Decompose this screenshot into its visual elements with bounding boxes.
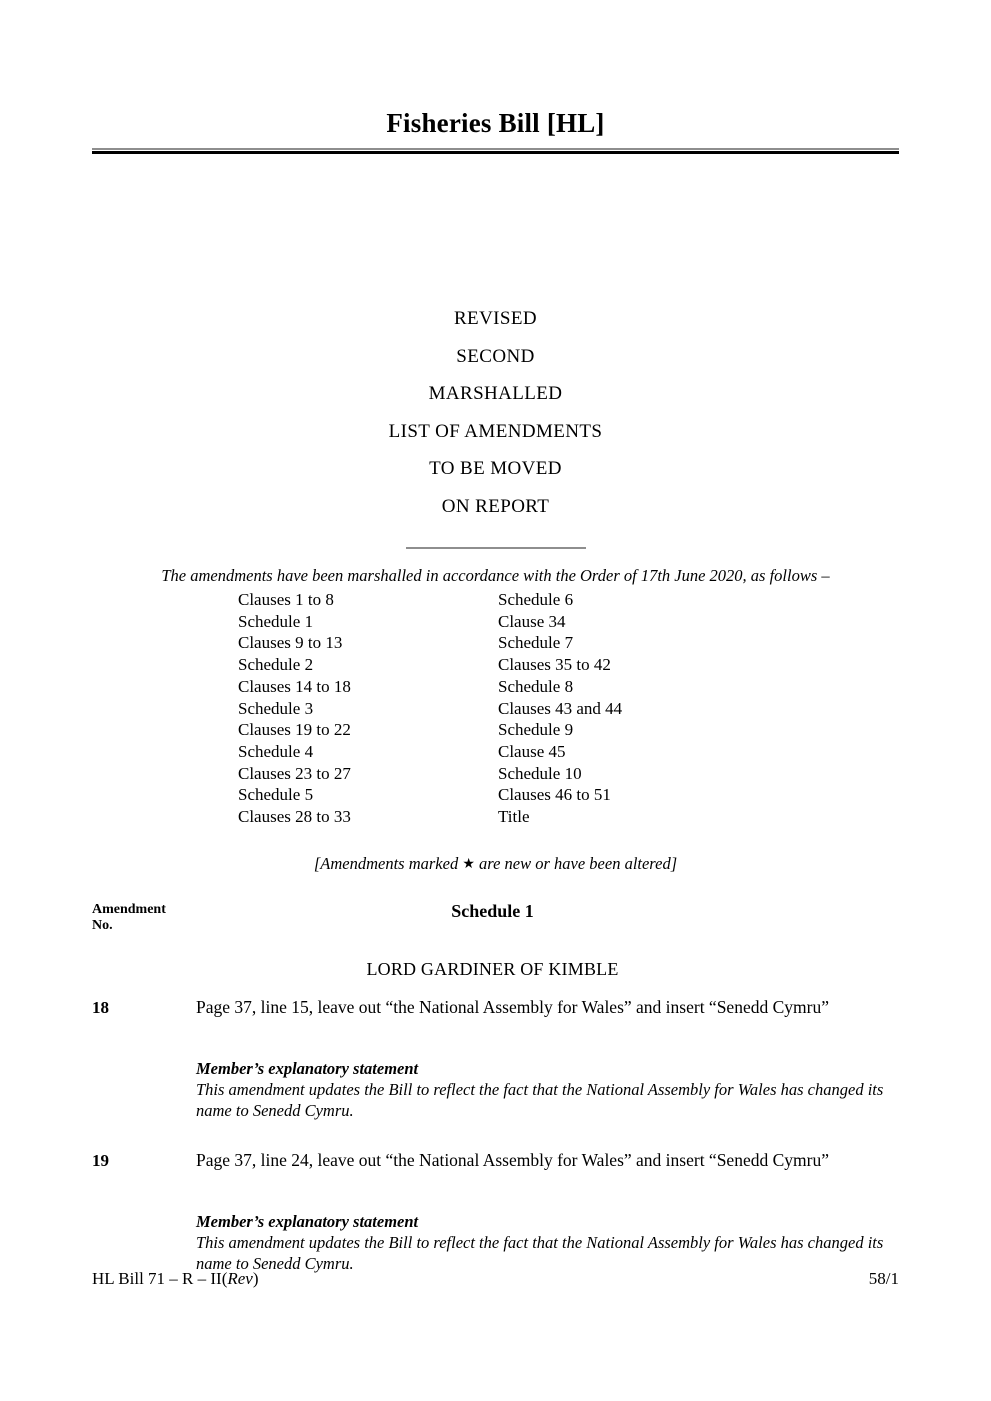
contents-entry: Schedule 5 xyxy=(238,785,314,805)
amendment-no-label-line1: Amendment xyxy=(92,901,166,917)
amendment-number: 18 xyxy=(92,997,109,1017)
contents-column-left xyxy=(238,589,498,828)
contents-entry: Clause 34 xyxy=(498,611,566,631)
star-note-before: [Amendments marked xyxy=(313,853,463,873)
schedule-heading: Schedule 1 xyxy=(451,900,534,921)
bill-reference-main: HL Bill 71 – R – II( xyxy=(92,1269,228,1288)
explanatory-statement-title: Member’s explanatory statement xyxy=(196,1058,419,1078)
section-header xyxy=(92,900,899,944)
contents-entry: Schedule 8 xyxy=(498,676,574,696)
explanatory-statement-text: This amendment updates the Bill to reflect the fact that the National Assembly for Wales has changed its name to Senedd Cymru. xyxy=(196,1232,884,1273)
amendment-entry xyxy=(92,1149,899,1189)
contents-entry: Schedule 9 xyxy=(498,720,574,740)
contents-entry: Clauses 19 to 22 xyxy=(238,720,351,740)
contents-entry: Clauses 43 and 44 xyxy=(498,698,623,718)
amendment-no-column-label xyxy=(92,902,202,934)
explanatory-statement xyxy=(196,1211,899,1274)
bill-reference-rev: Rev xyxy=(227,1269,253,1288)
contents-entry: Clauses 28 to 33 xyxy=(238,807,351,827)
contents-entry: Clauses 46 to 51 xyxy=(498,785,611,805)
contents-entry: Clause 45 xyxy=(498,741,566,761)
sponsor-name: LORD GARDINER OF KIMBLE xyxy=(366,958,619,979)
explanatory-statement-text: This amendment updates the Bill to reflect the fact that the National Assembly for Wales has changed its name to Senedd Cymru. xyxy=(196,1079,884,1120)
contents-entry: Schedule 4 xyxy=(238,741,314,761)
rule-thick-line xyxy=(92,151,899,154)
amendment-no-label-line2: No. xyxy=(92,917,113,933)
heading-line-on-report: ON REPORT xyxy=(441,495,550,517)
star-icon: ★ xyxy=(462,856,475,872)
heading-line-list-of-amendments: LIST OF AMENDMENTS xyxy=(388,420,603,442)
contents-list xyxy=(92,589,899,828)
star-legend-note xyxy=(92,854,899,874)
heading-separator-rule xyxy=(406,547,586,549)
page-number: 58/1 xyxy=(868,1269,899,1288)
contents-entry: Schedule 3 xyxy=(238,698,314,718)
contents-entry: Schedule 2 xyxy=(238,655,314,675)
explanatory-statement-title: Member’s explanatory statement xyxy=(196,1211,419,1231)
contents-column-right xyxy=(498,589,758,828)
title-double-rule xyxy=(92,148,899,154)
contents-entry: Schedule 10 xyxy=(498,763,582,783)
star-note-after: are new or have been altered] xyxy=(474,853,678,873)
contents-entry: Schedule 7 xyxy=(498,633,574,653)
explanatory-statement xyxy=(196,1058,899,1121)
contents-entry: Clauses 9 to 13 xyxy=(238,633,343,653)
contents-entry: Schedule 1 xyxy=(238,611,314,631)
contents-entry: Clauses 1 to 8 xyxy=(238,590,334,609)
heading-line-marshalled: MARSHALLED xyxy=(428,383,563,404)
contents-entry: Clauses 14 to 18 xyxy=(238,676,351,696)
amendment-text: Page 37, line 15, leave out “the National Assembly for Wales” and insert “Senedd Cymru” xyxy=(196,996,829,1017)
page-footer xyxy=(92,1269,899,1289)
page-title: Fisheries Bill [HL] xyxy=(386,108,605,138)
contents-entry: Title xyxy=(498,807,530,827)
heading-line-second: SECOND xyxy=(456,345,535,367)
heading-stack xyxy=(92,300,899,549)
amendment-entry xyxy=(92,996,899,1036)
heading-line-to-be-moved: TO BE MOVED xyxy=(429,458,562,479)
contents-entry: Schedule 6 xyxy=(498,590,574,609)
contents-entry: Clauses 35 to 42 xyxy=(498,655,611,675)
bill-reference xyxy=(92,1269,259,1289)
amendment-number: 19 xyxy=(92,1150,109,1170)
marshalling-note: The amendments have been marshalled in accordance with the Order of 17th June 2020, as follows – xyxy=(161,566,830,585)
bill-reference-close: ) xyxy=(252,1269,259,1288)
contents-entry: Clauses 23 to 27 xyxy=(238,763,351,783)
heading-line-revised: REVISED xyxy=(453,308,538,329)
amendment-text: Page 37, line 24, leave out “the National Assembly for Wales” and insert “Senedd Cymru” xyxy=(196,1149,829,1170)
